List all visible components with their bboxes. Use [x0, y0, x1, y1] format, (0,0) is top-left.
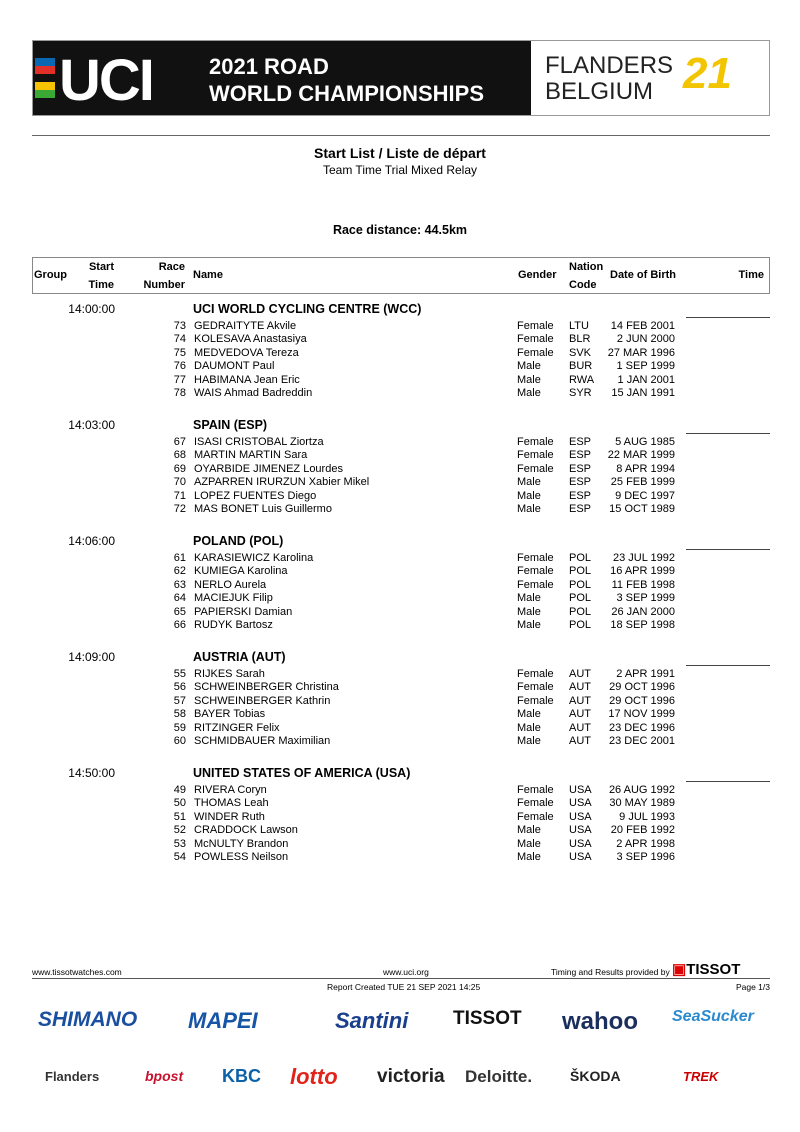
date-of-birth: 2 APR 1998 [616, 837, 675, 850]
race-distance: Race distance: 44.5km [332, 223, 468, 237]
rider-name: THOMAS Leah [194, 797, 269, 810]
date-of-birth: 30 MAY 1989 [609, 797, 675, 810]
rider-name: MEDVEDOVA Tereza [194, 346, 299, 359]
rider-name: OYARBIDE JIMENEZ Lourdes [194, 462, 343, 475]
team-row [32, 534, 770, 547]
team-row [32, 766, 770, 779]
nation-code: AUT [569, 735, 591, 747]
team-start-time: 14:06:00 [68, 534, 115, 548]
flanders-2021-logo: 21 [683, 49, 732, 98]
gender: Male [517, 605, 541, 618]
team-name: UCI WORLD CYCLING CENTRE (WCC) [193, 302, 422, 316]
rider-row [32, 449, 770, 462]
nation-code: AUT [569, 694, 591, 707]
race-number: 57 [173, 694, 186, 707]
gender: Female [517, 681, 554, 694]
col-start: Start [88, 261, 114, 273]
race-number: 72 [173, 503, 186, 515]
rider-row [32, 360, 770, 373]
race-number: 59 [173, 721, 186, 734]
nation-code: ESP [569, 449, 592, 462]
nation-code: POL [569, 578, 592, 591]
race-number: 67 [173, 436, 186, 448]
race-number: 62 [173, 565, 186, 578]
rider-name: WAIS Ahmad Badreddin [194, 387, 313, 399]
race-number: 49 [173, 784, 186, 796]
rider-name: RIJKES Sarah [194, 668, 265, 680]
rider-name: MARTIN MARTIN Sara [194, 449, 308, 462]
date-of-birth: 29 OCT 1996 [609, 694, 675, 707]
divider [32, 135, 770, 136]
nation-code: POL [569, 592, 592, 605]
col-gender: Gender [518, 269, 557, 281]
rider-row [32, 347, 770, 360]
team-name: POLAND (POL) [193, 534, 284, 548]
team-row [32, 418, 770, 431]
rider-row [32, 838, 770, 851]
gender: Female [517, 784, 554, 796]
sponsor-logo: victoria [377, 1065, 445, 1087]
time-entry-line [686, 549, 770, 550]
rider-name: KOLESAVA Anastasiya [194, 333, 307, 346]
team-row [32, 302, 770, 315]
time-entry-line [686, 781, 770, 782]
rider-row [32, 797, 770, 810]
nation-code: ESP [569, 489, 592, 502]
table-header [32, 257, 770, 294]
nation-code: AUT [569, 721, 591, 734]
rider-row [32, 503, 770, 516]
nation-code: AUT [569, 681, 591, 694]
nation-code: POL [569, 605, 592, 618]
rider-name: ISASI CRISTOBAL Ziortza [194, 436, 324, 448]
event-title: 2021 ROAD WORLD CHAMPIONSHIPS [209, 54, 484, 106]
date-of-birth: 25 FEB 1999 [610, 476, 675, 489]
rainbow-stripes-icon [35, 58, 55, 98]
gender: Female [517, 333, 554, 346]
host-name: FLANDERS BELGIUM [545, 52, 674, 105]
rider-row [32, 579, 770, 592]
race-number: 78 [173, 387, 186, 399]
rider-name: PAPIERSKI Damian [194, 605, 293, 618]
date-of-birth: 8 APR 1994 [616, 462, 675, 475]
race-number: 71 [173, 489, 186, 502]
date-of-birth: 3 SEP 1999 [616, 592, 675, 605]
tissot-logo: ▣TISSOT [672, 961, 741, 978]
team-start-time: 14:00:00 [68, 302, 115, 316]
race-number: 54 [173, 851, 186, 863]
date-of-birth: 9 DEC 1997 [615, 489, 675, 502]
race-number: 50 [173, 797, 186, 810]
race-number: 63 [173, 578, 186, 591]
gender: Male [517, 476, 541, 489]
sponsor-logo: TISSOT [453, 1008, 522, 1029]
footer-divider [32, 978, 770, 979]
date-of-birth: 22 MAR 1999 [607, 449, 675, 462]
nation-code: ESP [569, 436, 592, 448]
gender: Female [517, 668, 554, 680]
race-number: 58 [173, 708, 186, 721]
rider-row [32, 708, 770, 721]
date-of-birth: 29 OCT 1996 [609, 681, 675, 694]
time-entry-line [686, 317, 770, 318]
report-created: Report Created TUE 21 SEP 2021 14:25 [327, 982, 481, 992]
document-title: Start List / Liste de départ [314, 145, 486, 161]
sponsor-logo: Deloitte. [465, 1066, 533, 1086]
nation-code: AUT [569, 708, 591, 721]
race-number: 69 [173, 462, 186, 475]
gender: Female [517, 320, 554, 332]
race-number: 60 [173, 735, 186, 747]
col-name: Name [193, 269, 223, 281]
rider-name: AZPARREN IRURZUN Xabier Mikel [194, 476, 370, 489]
race-number: 64 [173, 592, 186, 605]
sponsor-logo: wahoo [562, 1008, 638, 1035]
rider-row [32, 592, 770, 605]
gender: Female [517, 565, 554, 578]
gender: Female [517, 578, 554, 591]
gender: Male [517, 489, 541, 502]
race-number: 74 [173, 333, 186, 346]
col-nation: Nation [569, 261, 604, 273]
nation-code: USA [569, 851, 592, 863]
team-row [32, 650, 770, 663]
nation-code: SVK [569, 346, 592, 359]
rider-row [32, 387, 770, 400]
rider-row [32, 463, 770, 476]
nation-code: ESP [569, 476, 592, 489]
rider-name: SCHWEINBERGER Kathrin [194, 694, 331, 707]
race-number: 61 [173, 552, 186, 564]
gender: Male [517, 373, 541, 386]
rider-row [32, 668, 770, 681]
nation-code: BUR [569, 360, 593, 373]
rider-name: SCHWEINBERGER Christina [194, 681, 339, 694]
date-of-birth: 1 SEP 1999 [616, 360, 675, 373]
team-start-time: 14:09:00 [68, 650, 115, 664]
date-of-birth: 5 AUG 1985 [615, 436, 675, 448]
rider-row [32, 490, 770, 503]
date-of-birth: 14 FEB 2001 [610, 320, 675, 332]
gender: Female [517, 436, 554, 448]
nation-code: AUT [569, 668, 591, 680]
time-entry-line [686, 433, 770, 434]
footer-uci-url[interactable]: www.uci.org [383, 967, 429, 977]
race-number: 55 [173, 668, 186, 680]
race-number: 65 [173, 605, 186, 618]
rider-name: RUDYK Bartosz [194, 619, 273, 631]
rider-row [32, 476, 770, 489]
rider-row [32, 552, 770, 565]
sponsor-logo: ŠKODA [570, 1068, 621, 1084]
gender: Female [517, 797, 554, 810]
team-name: AUSTRIA (AUT) [193, 650, 286, 664]
race-number: 66 [173, 619, 186, 631]
rider-name: McNULTY Brandon [194, 837, 289, 850]
rider-row [32, 681, 770, 694]
sponsor-logo: bpost [145, 1068, 184, 1084]
footer-timing: Timing and Results provided by [551, 967, 670, 977]
nation-code: POL [569, 619, 592, 631]
date-of-birth: 23 DEC 1996 [608, 721, 675, 734]
rider-row [32, 374, 770, 387]
rider-row [32, 606, 770, 619]
col-group: Group [34, 269, 67, 281]
gender: Female [517, 449, 554, 462]
sponsor-logo: SHIMANO [38, 1008, 138, 1031]
gender: Male [517, 735, 541, 747]
date-of-birth: 15 OCT 1989 [609, 503, 675, 515]
date-of-birth: 23 JUL 1992 [613, 552, 675, 564]
col-dob: Date of Birth [610, 269, 676, 281]
rider-name: WINDER Ruth [194, 810, 265, 823]
team-name: SPAIN (ESP) [193, 418, 268, 432]
date-of-birth: 17 NOV 1999 [608, 708, 675, 721]
page-number: Page 1/3 [735, 982, 770, 992]
race-number: 68 [173, 449, 186, 462]
gender: Male [517, 503, 541, 515]
rider-row [32, 824, 770, 837]
rider-row [32, 565, 770, 578]
gender: Female [517, 810, 554, 823]
rider-name: MACIEJUK Filip [194, 592, 273, 605]
team-start-time: 14:03:00 [68, 418, 115, 432]
time-entry-line [686, 665, 770, 666]
rider-row [32, 811, 770, 824]
col-time: Time [738, 269, 764, 281]
nation-code: SYR [569, 387, 592, 399]
race-number: 52 [173, 824, 186, 837]
rider-row [32, 784, 770, 797]
col-race-2: Number [143, 279, 185, 291]
gender: Male [517, 837, 541, 850]
nation-code: USA [569, 810, 592, 823]
race-number: 77 [173, 373, 186, 386]
col-race: Race [158, 261, 185, 273]
nation-code: USA [569, 824, 592, 837]
date-of-birth: 20 FEB 1992 [610, 824, 675, 837]
date-of-birth: 9 JUL 1993 [619, 810, 675, 823]
rider-name: POWLESS Neilson [194, 851, 289, 863]
nation-code: ESP [569, 503, 592, 515]
date-of-birth: 2 APR 1991 [616, 668, 675, 680]
rider-name: RITZINGER Felix [194, 721, 280, 734]
gender: Female [517, 462, 554, 475]
race-number: 53 [173, 837, 186, 850]
gender: Male [517, 360, 541, 373]
header-banner [32, 40, 770, 116]
rider-name: KARASIEWICZ Karolina [194, 552, 314, 564]
race-number: 76 [173, 360, 186, 373]
gender: Male [517, 592, 541, 605]
rider-row [32, 722, 770, 735]
nation-code: BLR [569, 333, 591, 346]
document-subtitle: Team Time Trial Mixed Relay [322, 163, 478, 177]
race-number: 56 [173, 681, 186, 694]
race-number: 70 [173, 476, 186, 489]
uci-logo: UCI [59, 48, 153, 113]
team-name: UNITED STATES OF AMERICA (USA) [193, 766, 411, 780]
race-number: 75 [173, 346, 186, 359]
nation-code: POL [569, 565, 592, 578]
gender: Female [517, 694, 554, 707]
gender: Male [517, 721, 541, 734]
rider-name: MAS BONET Luis Guillermo [194, 503, 332, 515]
rider-row [32, 436, 770, 449]
gender: Male [517, 851, 541, 863]
nation-code: USA [569, 837, 592, 850]
date-of-birth: 26 JAN 2000 [611, 605, 675, 618]
rider-name: KUMIEGA Karolina [194, 565, 288, 578]
date-of-birth: 11 FEB 1998 [611, 578, 675, 591]
team-start-time: 14:50:00 [68, 766, 115, 780]
rider-row [32, 851, 770, 864]
nation-code: POL [569, 552, 592, 564]
rider-name: GEDRAITYTE Akvile [194, 320, 297, 332]
gender: Male [517, 708, 541, 721]
date-of-birth: 18 SEP 1998 [610, 619, 675, 631]
sponsor-logo: Flanders [45, 1068, 100, 1084]
col-nation-2: Code [569, 279, 597, 291]
rider-name: HABIMANA Jean Eric [194, 373, 300, 386]
rider-row [32, 695, 770, 708]
gender: Male [517, 619, 541, 631]
gender: Male [517, 824, 541, 837]
date-of-birth: 1 JAN 2001 [617, 373, 675, 386]
sponsor-logo: Santini [335, 1008, 409, 1033]
sponsor-logo: MAPEI [188, 1008, 258, 1033]
nation-code: USA [569, 797, 592, 810]
col-start-2: Time [88, 279, 114, 291]
date-of-birth: 3 SEP 1996 [616, 851, 675, 863]
rider-name: CRADDOCK Lawson [194, 824, 298, 837]
rider-name: NERLO Aurela [194, 578, 267, 591]
rider-row [32, 619, 770, 632]
gender: Male [517, 387, 541, 399]
sponsor-logo: SeaSucker [672, 1008, 754, 1025]
gender: Female [517, 346, 554, 359]
footer-tissot-url[interactable]: www.tissotwatches.com [32, 967, 122, 977]
nation-code: ESP [569, 462, 592, 475]
sponsor-logo: TREK [683, 1068, 719, 1084]
rider-name: SCHMIDBAUER Maximilian [194, 735, 331, 747]
rider-row [32, 333, 770, 346]
sponsor-logo: lotto [290, 1064, 338, 1089]
nation-code: USA [569, 784, 592, 796]
rider-name: DAUMONT Paul [194, 360, 275, 373]
rider-name: RIVERA Coryn [194, 784, 267, 796]
uci-logo-block [33, 41, 531, 115]
nation-code: RWA [569, 373, 595, 386]
gender: Female [517, 552, 554, 564]
date-of-birth: 2 JUN 2000 [616, 333, 675, 346]
rider-row [32, 320, 770, 333]
date-of-birth: 23 DEC 2001 [608, 735, 675, 747]
rider-name: BAYER Tobias [194, 708, 266, 721]
race-number: 73 [173, 320, 186, 332]
rider-row [32, 735, 770, 748]
nation-code: LTU [569, 320, 589, 332]
date-of-birth: 15 JAN 1991 [611, 387, 675, 399]
date-of-birth: 16 APR 1999 [610, 565, 675, 578]
date-of-birth: 27 MAR 1996 [607, 346, 675, 359]
date-of-birth: 26 AUG 1992 [608, 784, 675, 796]
rider-name: LOPEZ FUENTES Diego [194, 489, 317, 502]
sponsor-logo: KBC [222, 1066, 261, 1086]
race-number: 51 [173, 810, 186, 823]
